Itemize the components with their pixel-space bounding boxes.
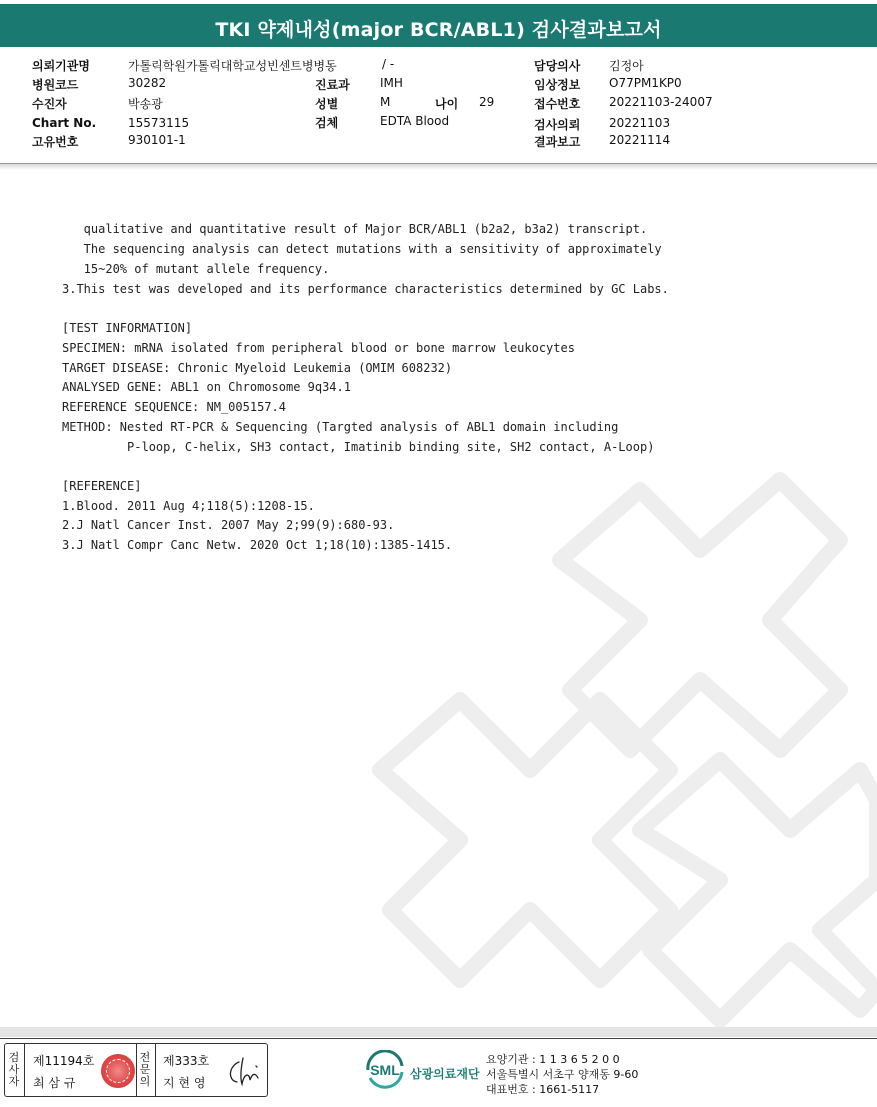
- divider: [24, 1044, 25, 1096]
- signature-box: [4, 1043, 268, 1097]
- specimen-value: EDTA Blood: [380, 114, 450, 128]
- chart-no-label: Chart No.: [32, 116, 97, 130]
- body-line: SPECIMEN: mRNA isolated from peripheral blood or bone marrow leukocytes: [62, 341, 575, 355]
- footer-divider: [0, 1038, 877, 1039]
- divider: [136, 1044, 137, 1096]
- examiner-name: 최 삼 규: [33, 1076, 76, 1090]
- report-date-label: 결과보고: [534, 135, 581, 149]
- handwritten-signature: [225, 1054, 265, 1088]
- sml-logo-icon: [364, 1050, 406, 1090]
- ward-value: / -: [382, 57, 395, 71]
- footer-band: [0, 1027, 877, 1037]
- body-line: 3.This test was developed and its performance characteristics determined by GC Labs.: [62, 282, 669, 296]
- request-date-value: 20221103: [609, 116, 671, 130]
- org-phone: 대표번호 : 1661-5117: [486, 1083, 600, 1096]
- org-code: 요양기관 : 1 1 3 6 5 2 0 0: [486, 1053, 620, 1066]
- specimen-label: 검체: [315, 116, 339, 130]
- hospital-code-label: 병원코드: [32, 78, 79, 92]
- doctor-value: 김정아: [609, 59, 644, 73]
- institution-label: 의뢰기관명: [32, 59, 90, 73]
- body-line: TARGET DISEASE: Chronic Myeloid Leukemia (OMIM 608232): [62, 361, 453, 375]
- section-heading: [REFERENCE]: [62, 479, 142, 493]
- official-seal-stamp: [101, 1054, 135, 1088]
- reference-item: 3.J Natl Compr Canc Netw. 2020 Oct 1;18(10):1385-1415.: [62, 538, 453, 552]
- doctor-label: 담당의사: [534, 59, 581, 73]
- report-title: TKI 약제내성(major BCR/ABL1) 검사결과보고서: [215, 19, 662, 41]
- receipt-no-value: 20221103-24007: [609, 95, 713, 109]
- patient-label: 수진자: [32, 97, 67, 111]
- specialist-license: 제333호: [163, 1054, 210, 1068]
- request-date-label: 검사의뢰: [534, 118, 581, 132]
- age-label: 나이: [435, 97, 459, 111]
- unique-no-value: 930101-1: [128, 133, 186, 147]
- reference-item: 1.Blood. 2011 Aug 4;118(5):1208-15.: [62, 499, 315, 513]
- clinical-info-value: O77PM1KP0: [609, 76, 682, 90]
- org-address: 서울특별시 서초구 양재동 9-60: [486, 1068, 639, 1081]
- specialist-name: 지 현 영: [163, 1076, 206, 1090]
- sml-logo-text: SML: [370, 1062, 400, 1078]
- reference-item: 2.J Natl Cancer Inst. 2007 May 2;99(9):680-93.: [62, 518, 395, 532]
- age-value: 29: [479, 95, 495, 109]
- unique-no-label: 고유번호: [32, 135, 79, 149]
- department-label: 진료과: [315, 78, 350, 92]
- sex-label: 성별: [315, 97, 339, 111]
- section-heading: [TEST INFORMATION]: [62, 321, 193, 335]
- body-line: P-loop, C-helix, SH3 contact, Imatinib binding site, SH2 contact, A-Loop): [62, 440, 655, 454]
- divider: [155, 1044, 156, 1096]
- body-line: 15~20% of mutant allele frequency.: [62, 262, 330, 276]
- clinical-info-label: 임상정보: [534, 78, 581, 92]
- body-line: qualitative and quantitative result of Major BCR/ABL1 (b2a2, b3a2) transcript.: [62, 222, 648, 236]
- hospital-code-value: 30282: [128, 76, 167, 90]
- patient-value: 박송광: [128, 97, 163, 111]
- body-line: METHOD: Nested RT-PCR & Sequencing (Targted analysis of ABL1 domain including: [62, 420, 619, 434]
- chart-no-value: 15573115: [128, 116, 190, 130]
- org-name: 삼광의료재단: [410, 1067, 480, 1081]
- examiner-license: 제11194호: [33, 1054, 95, 1068]
- body-line: The sequencing analysis can detect mutations with a sensitivity of approximately: [62, 242, 662, 256]
- examiner-label: 검사자: [8, 1051, 20, 1088]
- sex-value: M: [380, 95, 391, 109]
- specialist-label: 전문의: [139, 1051, 151, 1088]
- institution-value: 가톨릭학원가톨릭대학교성빈센트병병동: [128, 59, 337, 73]
- receipt-no-label: 접수번호: [534, 97, 581, 111]
- report-date-value: 20221114: [609, 133, 671, 147]
- body-line: ANALYSED GENE: ABL1 on Chromosome 9q34.1: [62, 380, 351, 394]
- body-line: REFERENCE SEQUENCE: NM_005157.4: [62, 400, 286, 414]
- department-value: IMH: [380, 76, 403, 90]
